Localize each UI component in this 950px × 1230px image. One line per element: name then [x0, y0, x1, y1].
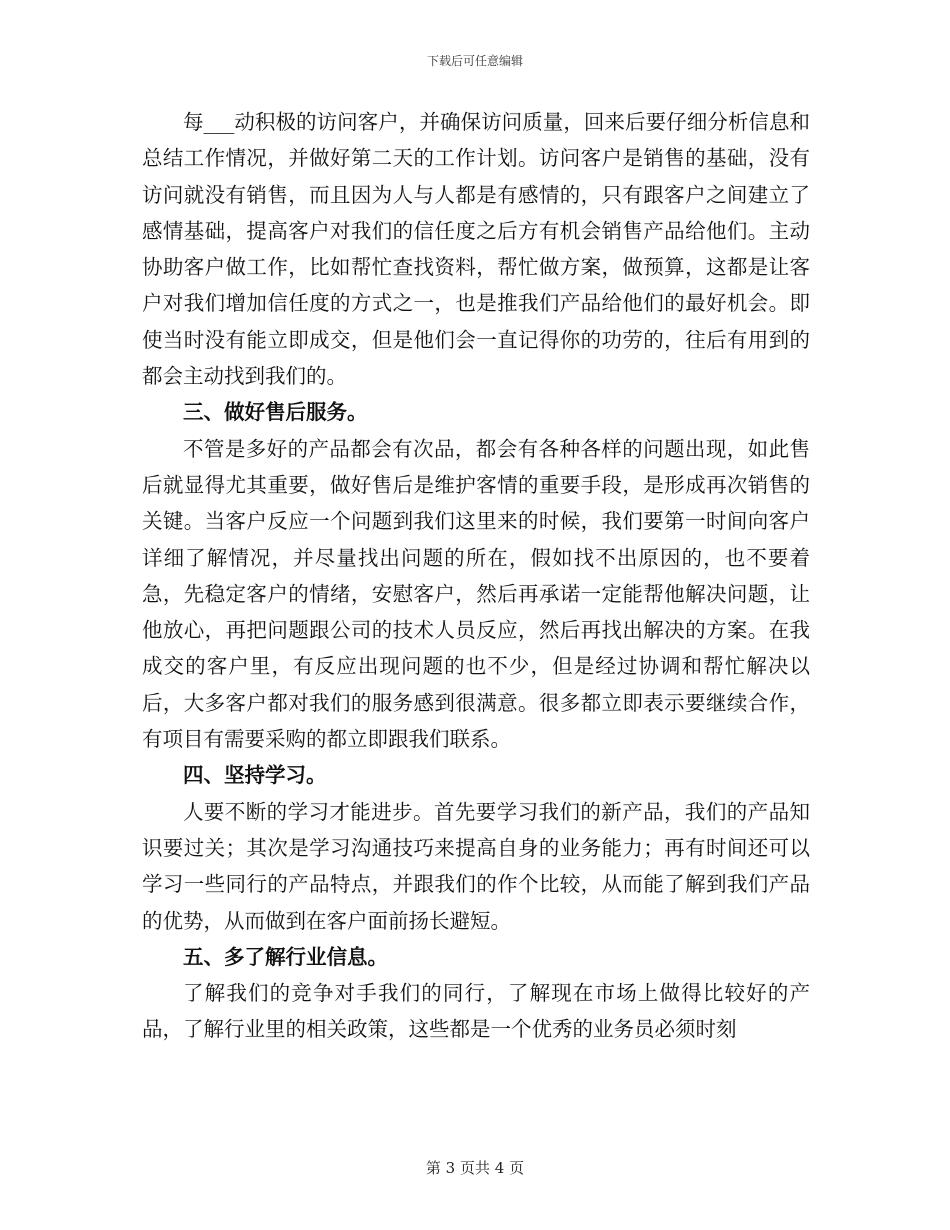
paragraph-customer-visits: 每___动积极的访问客户，并确保访问质量，回来后要仔细分析信息和总结工作情况，并做好第二天的工作计划。访问客户是销售的基础，没有访问就没有销售，而且因为人与人都是有感情的，只有跟客户之间建立了感情基础，提高客户对我们的信任度之后方有机会销售产品给他们。主动协助客户做工作，比如帮忙查找资料，帮忙做方案，做预算，这都是让客户对我们增加信任度的方式之一，也是推我们产品给他们的最好机会。即使当时没有能立即成交，但是他们会一直记得你的功劳的，往后有用到的都会主动找到我们的。 — [142, 110, 810, 389]
page-number: 第 3 页共 4 页 — [425, 1159, 525, 1177]
paragraph-learning: 人要不断的学习才能进步。首先要学习我们的新产品，我们的产品知识要过关；其次是学习沟通技巧来提高自身的业务能力；再有时间还可以学习一些同行的产品特点，并跟我们的作个比较，从而能了解到我们产品的优势，从而做到在客户面前扬长避短。 — [142, 799, 810, 933]
document-body — [142, 104, 810, 1048]
page-header: 下载后可任意编辑 — [426, 54, 523, 68]
paragraph-industry-info: 了解我们的竞争对手我们的同行，了解现在市场上做得比较好的产品，了解行业里的相关政策，这些都是一个优秀的业务员必须时刻 — [142, 981, 810, 1042]
section-heading-industry-info: 五、多了解行业信息。 — [183, 944, 388, 969]
section-heading-after-sales: 三、做好售后服务。 — [183, 400, 368, 425]
paragraph-after-sales: 不管是多好的产品都会有次品，都会有各种各样的问题出现，如此售后就显得尤其重要，做好售后是维护客情的重要手段，是形成再次销售的关键。当客户反应一个问题到我们这里来的时候，我们要第一时间向客户详细了解情况，并尽量找出问题的所在，假如找不出原因的，也不要着急，先稳定客户的情绪，安慰客户，然后再承诺一定能帮他解决问题，让他放心，再把问题跟公司的技术人员反应，然后再找出解决的方案。在我成交的客户里，有反应出现问题的也不少，但是经过协调和帮忙解决以后，大多客户都对我们的服务感到很满意。很多都立即表示要继续合作，有项目有需要采购的都立即跟我们联系。 — [142, 436, 810, 752]
section-heading-learning: 四、坚持学习。 — [183, 763, 327, 788]
